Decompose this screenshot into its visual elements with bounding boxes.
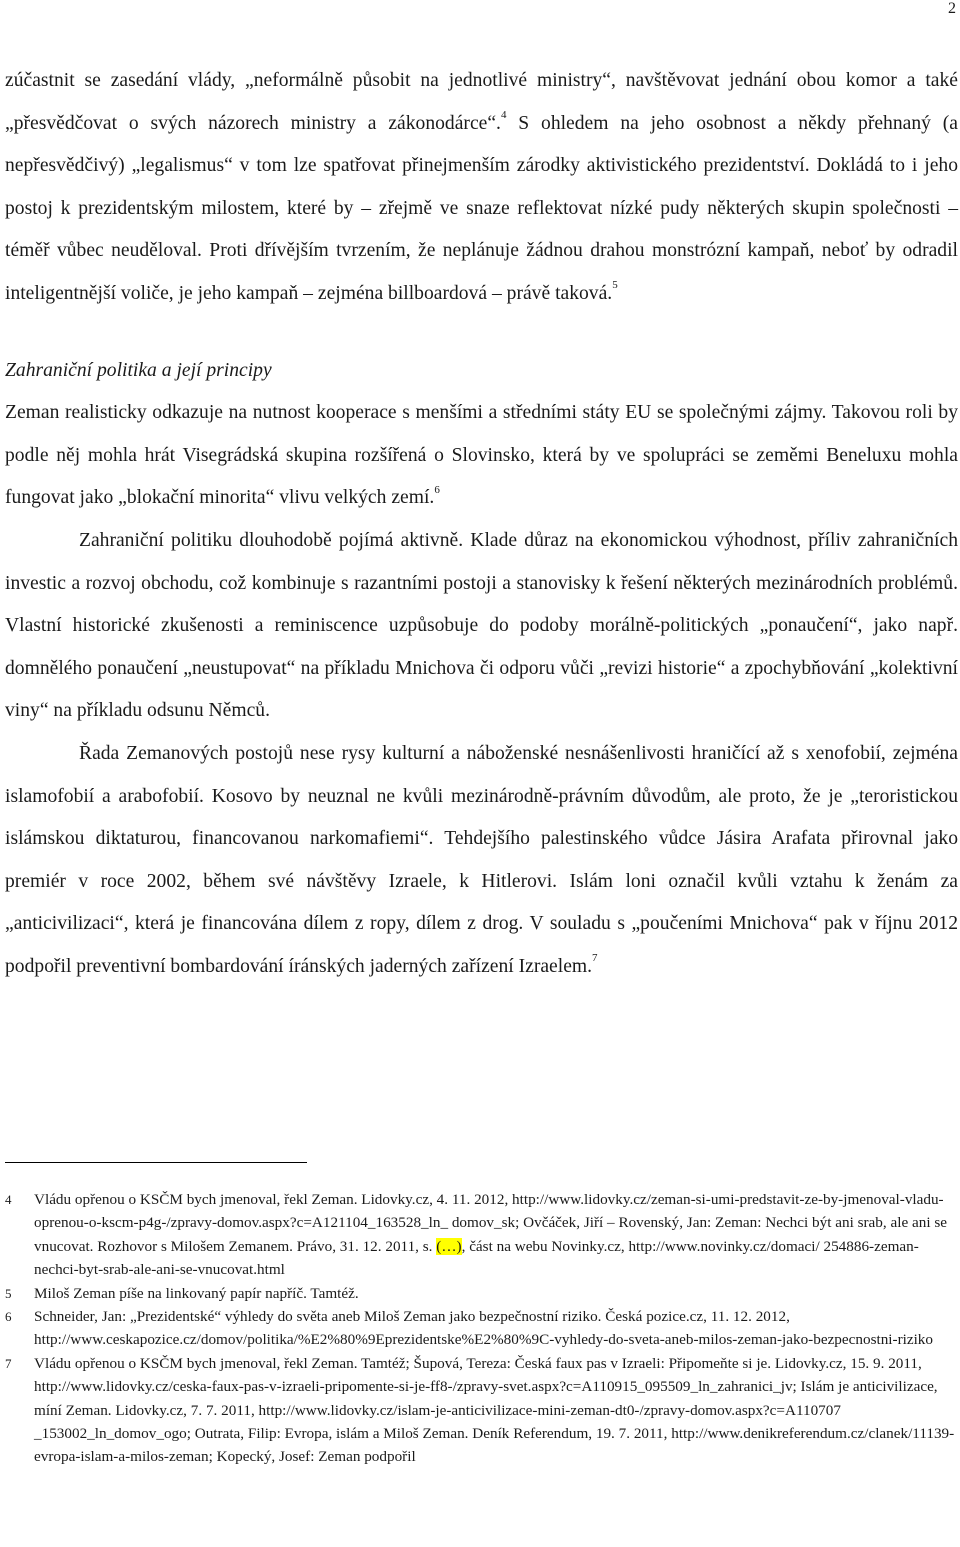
footnote-item: [5, 1352, 955, 1469]
footnote-ref[interactable]: 6: [434, 483, 440, 496]
paragraph-foreign-policy: Zahraniční politiku dlouhodobě pojímá aktivně. Klade důraz na ekonomickou výhodnost, příliv zahraničních investic a rozvoj obchodu, což kombinuje s razantními postoji a stanovisky k řešení některých mezinárodních problémů. Vlastní historické zkušenosti a reminiscence uzpůsobuje do podoby morálně-politických „ponaučení“, jako např. domnělého ponaučení „neustupovat“ na příkladu Mnichova či odporu vůči „revizi historie“ a zpochybňování „kolektivní viny“ na příkladu odsunu Němců.: [5, 529, 958, 722]
footnote-number: 7: [5, 1355, 12, 1371]
footnote-item: [5, 1305, 955, 1352]
footnote-text: Schneider, Jan: „Prezidentské“ výhledy do světa aneb Miloš Zeman jako bezpečnostní riziko. Česká pozice.cz, 11. 12. 2012, http://www.ceskapozice.cz/domov/politika/%E2%80%9Eprezidentske%E2%80%9C-vyhledy-do-sveta-aneb-milos-zeman-jako-bezpecnostni-riziko: [34, 1308, 933, 1349]
footnote-number: 6: [5, 1309, 12, 1325]
paragraph-text: Zeman realisticky odkazuje na nutnost kooperace s menšími a středními státy EU se společnými zájmy. Takovou roli by podle něj mohla hrát Visegrádská skupina rozšířená o Slovinsko, která by ve spolupráci se zeměmi Beneluxu mohla fungovat jako „blokační minorita“ vlivu velkých zemí.: [5, 402, 958, 509]
footnote-separator: [5, 1162, 307, 1163]
page-number: 2: [948, 0, 956, 17]
footnote-text: Vládu opřenou o KSČM bych jmenoval, řekl Zeman. Tamtéž; Šupová, Tereza: Česká faux pas v Izraeli: Připomeňte si je. Lidovky.cz, 15. 9. 2011, http://www.lidovky.cz/ceska-faux-pas-v-izraeli-pripomente-si-je-ff8-/zpravy-svet.aspx?c=A110915_095509_ln_zahranici_jv; Islám je anticivilizace, míní Zeman. Lidovky.cz, 7. 7. 2011, http://www.lidovky.cz/islam-je-anticivilizace-mini-zeman-dt0-/zpravy-domov.aspx?c=A110707 _153002_ln_domov_ogo; Outrata, Filip: Evropa, islám a Miloš Zeman. Deník Referendum, 19. 7. 2011, http://www.denikreferendum.cz/clanek/11139-evropa-islam-a-milos-zeman; Kopecký, Josef: Zeman podpořil: [34, 1354, 955, 1466]
paragraph-cooperation: [5, 392, 958, 520]
paragraph-intro: [5, 60, 958, 316]
paragraph-text: Řada Zemanových postojů nese rysy kulturní a náboženské nesnášenlivosti hraničící až s xenofobií, zejména islamofobií a arabofobií. Kosovo by neuznal ne kvůli mezinárodně-právním důvodům, ale proto, že je „teroristickou islámskou diktaturou, financovanou narkomafiemi“. Tehdejšího palestinského vůdce Jásira Arafata přirovnal jako premiér v roce 2002, během své návštěvy Izraele, k Hitlerovi. Islám loni označil kvůli vztahu k ženám za „anticivilizaci“, která je financována dílem z ropy, dílem z drog. V souladu s „poučeními Mnichova“ pak v říjnu 2012 podpořil preventivní bombardování íránských jaderných zařízení Izraelem.: [5, 742, 958, 977]
paragraph-intolerance: [5, 733, 958, 989]
paragraph-text: zúčastnit se zasedání vlády, „neformálně působit na jednotlivé ministry“, navštěvovat jednání obou komor a také „přesvědčovat o svých názorech ministry a zákonodárce“.: [5, 70, 958, 134]
footnote-number: 5: [5, 1285, 12, 1301]
footnotes: [5, 1188, 955, 1469]
document-body: [5, 60, 958, 988]
footnote-text: Vládu opřenou o KSČM bych jmenoval, řekl Zeman. Lidovky.cz, 4. 11. 2012, http://www.lidovky.cz/zeman-si-umi-predstavit-ze-by-jmenoval-vladu-oprenou-o-kscm-p4g-/zpravy-domov.aspx?c=A121104_163528_ln_ domov_sk; Ovčáček, Jiří – Rovenský, Jan: Zeman: Nechci být ani srab, ale ani se vnucovat. Rozhovor s Milošem Zemanem. Právo, 31. 12. 2011, s. (…), část na webu Novinky.cz, http://www.novinky.cz/domaci/ 254886-zeman-nechci-byt-srab-ale-ani-se-vnucovat.html: [34, 1191, 947, 1279]
footnote-ref[interactable]: 5: [612, 279, 618, 292]
footnote-number: 4: [5, 1192, 12, 1207]
paragraph-text: S ohledem na jeho osobnost a někdy přehnaný (a nepřesvědčivý) „legalismus“ v tom lze spatřovat přinejmenším zárodky aktivistického prezidentství. Dokládá to i jeho postoj k prezidentským milostem, které by – zřejmě ve snaze reflektovat nízké pudy některých skupin společnosti – téměř vůbec neuděloval. Proti dřívějším tvrzením, že neplánuje žádnou drahou monstrózní kampaň, neboť by odradil inteligentnější voliče, je jeho kampaň – zejména billboardová – právě taková.: [5, 112, 959, 304]
footnote-item: [5, 1188, 955, 1282]
footnote-ref[interactable]: 7: [592, 952, 598, 965]
footnote-text: Miloš Zeman píše na linkovaný papír napříč. Tamtéž.: [34, 1284, 359, 1302]
footnote-ref[interactable]: 4: [500, 109, 507, 122]
section-heading: Zahraniční politika a její principy: [5, 359, 272, 381]
footnote-item: [5, 1282, 955, 1305]
highlighted-text: (…): [436, 1237, 462, 1255]
